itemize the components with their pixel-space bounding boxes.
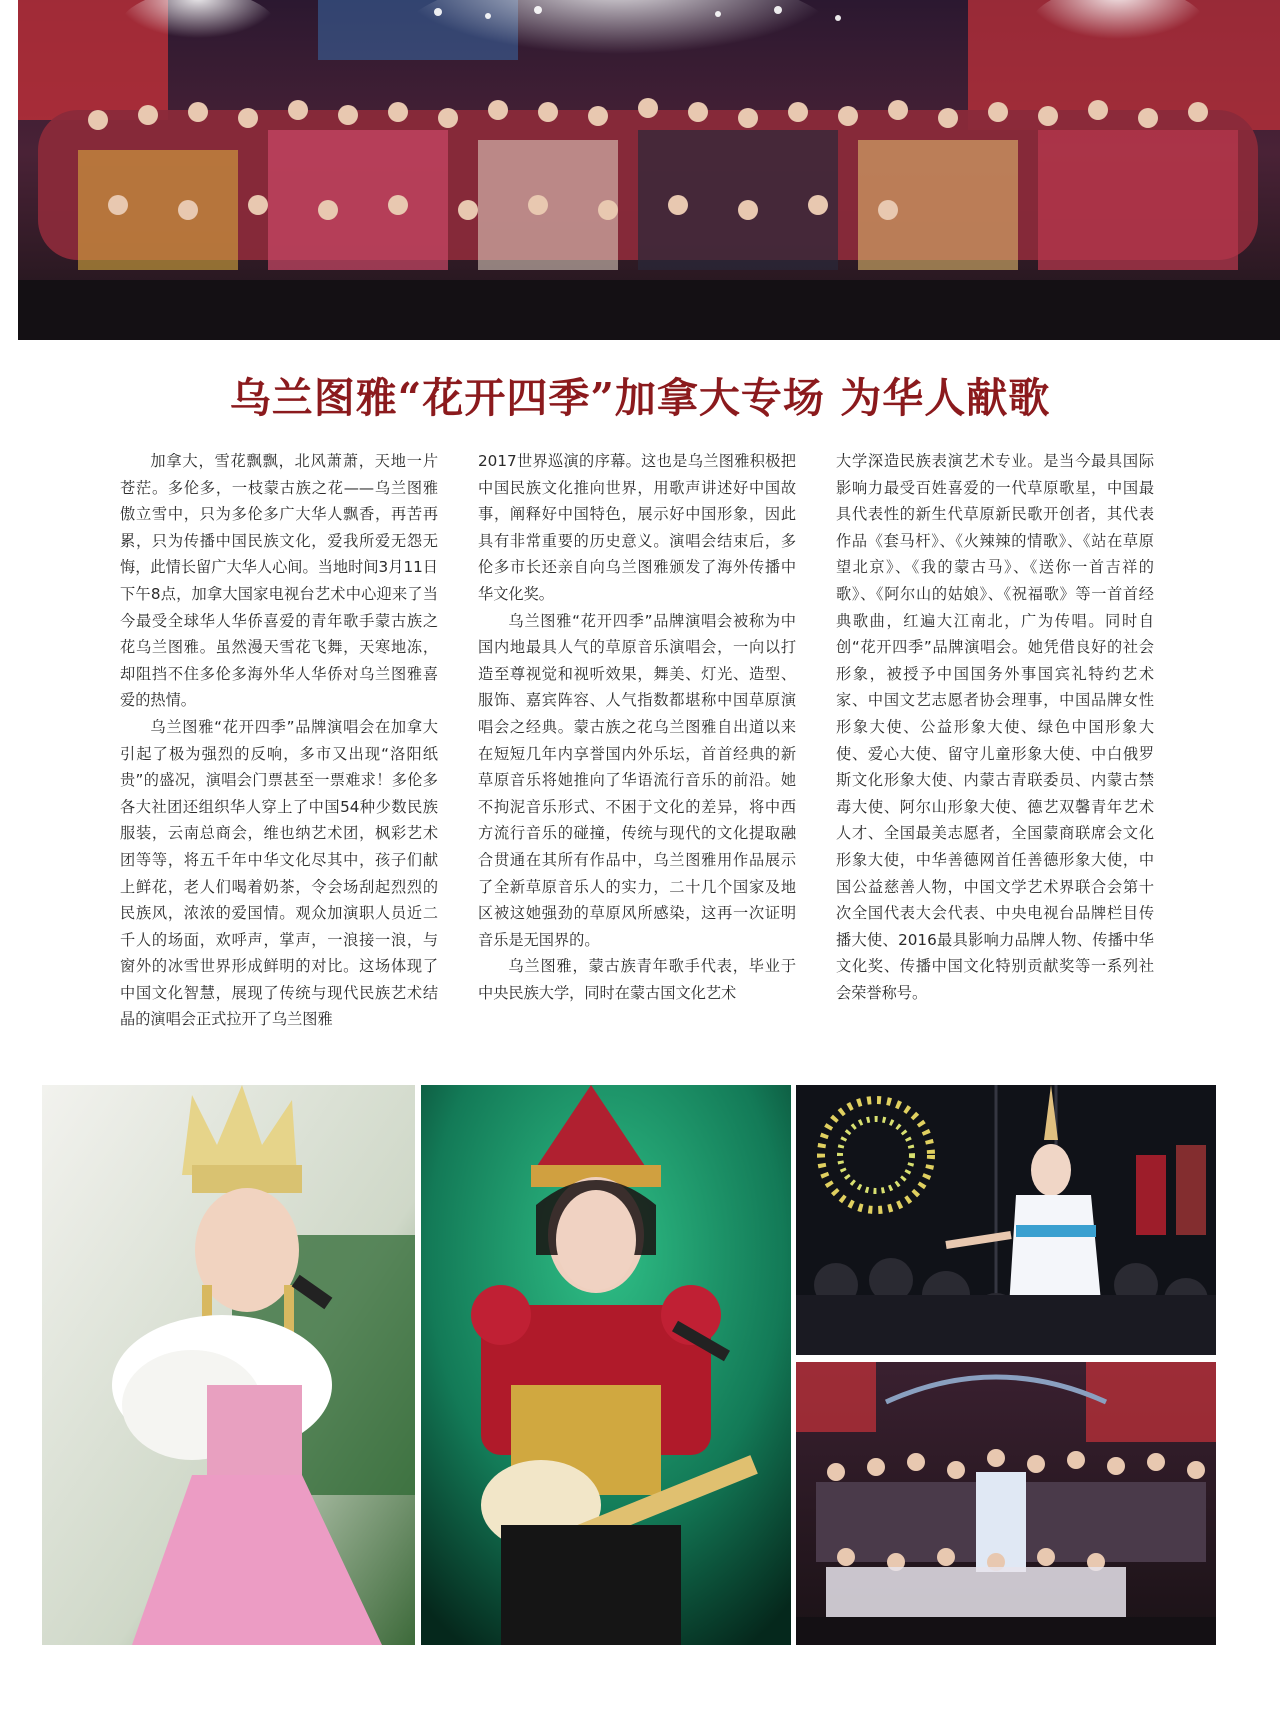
photo-singer-greeting-audience (796, 1085, 1216, 1355)
hero-photo-stage-group (18, 0, 1280, 340)
photo-singer-white-gown (42, 1085, 415, 1645)
photo-stage-group-2 (796, 1362, 1216, 1645)
article-headline: 乌兰图雅“花开四季”加拿大专场 为华人献歌 (229, 374, 1051, 422)
article-column-1 (120, 448, 438, 1033)
paragraph: 大学深造民族表演艺术专业。是当今最具国际影响力最受百姓喜爱的一代草原歌星，中国最具代表性的新生代草原新民歌开创者，其代表作品《套马杆》、《火辣辣的情歌》、《站在草原望北京》、《我的蒙古马》、《送你一首吉祥的歌》、《阿尔山的姑娘》、《祝福歌》等一首首经典歌曲，红遍大江南北，广为传唱。同时自创“花开四季”品牌演唱会。她凭借良好的社会形象，被授予中国国务外事国宾礼特约艺术家、中国文艺志愿者协会理事，中国品牌女性形象大使、公益形象大使、绿色中国形象大使、爱心大使、留守儿童形象大使、中白俄罗斯文化形象大使、内蒙古青联委员、内蒙古禁毒大使、阿尔山形象大使、德艺双馨青年艺术人才、全国最美志愿者，全国蒙商联席会文化形象大使，中华善德网首任善德形象大使，中国公益慈善人物，中国文学艺术界联合会第十次全国代表大会代表、中央电视台品牌栏目传播大使、2016最具影响力品牌人物、传播中华文化奖、传播中国文化特别贡献奖等一系列社会荣誉称号。 (836, 452, 1154, 1002)
paragraph: 2017世界巡演的序幕。这也是乌兰图雅积极把中国民族文化推向世界，用歌声讲述好中国故事，阐释好中国特色，展示好中国形象，因此具有非常重要的历史意义。演唱会结束后，多伦多市长还亲自向乌兰图雅颁发了海外传播中华文化奖。 (478, 452, 796, 603)
paragraph: 加拿大，雪花飘飘，北风萧萧，天地一片苍茫。多伦多，一枝蒙古族之花——乌兰图雅傲立雪中，只为多伦多广大华人飘香，再苦再累，只为传播中国民族文化，爱我所爱无怨无悔，此情长留广大华人心间。当地时间3月11日下午8点，加拿大国家电视台艺术中心迎来了当今最受全球华人华侨喜爱的青年歌手蒙古族之花乌兰图雅。虽然漫天雪花飞舞，天寒地冻，却阻挡不住多伦多海外华人华侨对乌兰图雅喜爱的热情。 (120, 452, 438, 710)
article-column-2 (478, 448, 796, 1006)
paragraph: 乌兰图雅“花开四季”品牌演唱会被称为中国内地最具人气的草原音乐演唱会，一向以打造至尊视觉和视听效果，舞美、灯光、造型、服饰、嘉宾阵容、人气指数都堪称中国草原演唱会之经典。蒙古族之花乌兰图雅自出道以来在短短几年内享誉国内外乐坛，首首经典的新草原音乐将她推向了华语流行音乐的前沿。她不拘泥音乐形式、不困于文化的差异，将中西方流行音乐的碰撞，传统与现代的文化提取融合贯通在其所有作品中，乌兰图雅用作品展示了全新草原音乐人的实力，二十几个国家及地区被这她强劲的草原风所感染，这再一次证明音乐是无国界的。 (478, 611, 796, 949)
paragraph: 乌兰图雅“花开四季”品牌演唱会在加拿大引起了极为强烈的反响，多市又出现“洛阳纸贵”的盛况，演唱会门票甚至一票难求！多伦多各大社团还组织华人穿上了中国54种少数民族服装，云南总商会，维也纳艺术团，枫彩艺术团等等，将五千年中华文化尽其中，孩子们献上鲜花，老人们喝着奶茶，令会场刮起烈烈的民族风，浓浓的爱国情。观众加演职人员近二千人的场面，欢呼声，掌声，一浪接一浪，与窗外的冰雪世界形成鲜明的对比。这场体现了中国文化智慧，展现了传统与现代民族艺术结晶的演唱会正式拉开了乌兰图雅 (120, 717, 438, 1029)
paragraph: 乌兰图雅，蒙古族青年歌手代表，毕业于中央民族大学，同时在蒙古国文化艺术 (478, 957, 796, 1002)
photo-singer-with-instrument (421, 1085, 791, 1645)
article-column-3 (836, 448, 1154, 1006)
